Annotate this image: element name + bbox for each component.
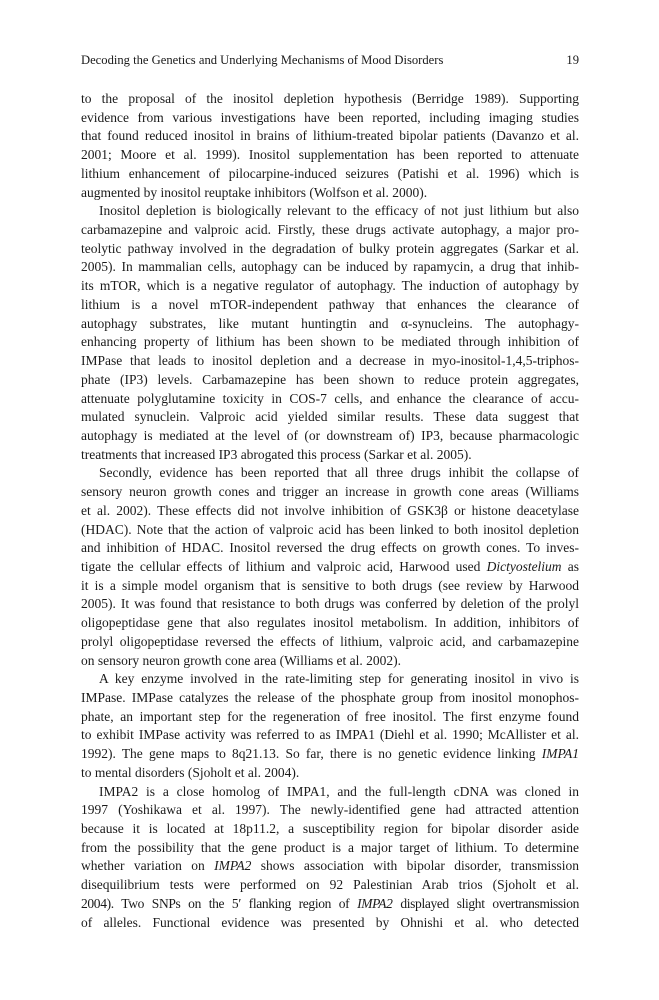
text-line: 2001; Moore et al. 1999). Inositol supplementation has been reported to attenuate [81,147,579,163]
text-line: et al. 2002). These effects did not involve inhibition of GSK3β or histone deacetylase [81,502,579,518]
text-run: displayed slight overtransmission [392,895,579,911]
text-line: Secondly, evidence has been reported that all three drugs inhibit the collapse of [99,465,579,481]
text-line: Inositol depletion is biologically relevant to the efficacy of not just lithium but also [99,203,579,219]
text-line: carbamazepine and valproic acid. Firstly, these drugs activate autophagy, a major pro- [81,222,579,238]
organism-name: Dictyostelium [486,558,562,574]
text-line: phate, an important step for the regeneration of free inositol. The first enzyme found [81,708,579,724]
text-line: on sensory neuron growth cone area (Williams et al. 2002). [81,652,401,668]
text-line: lithium is a novel mTOR-independent pathway that enhances the clearance of [81,296,579,312]
text-run: 1992). The gene maps to 8q21.13. So far, there is no genetic evidence linking [81,746,542,762]
text-line: of alleles. Functional evidence was presented by Ohnishi et al. who detected [81,914,579,930]
text-line: from the possibility that the gene product is a major target of lithium. To determine [81,839,579,855]
text-line: disequilibrium tests were performed on 92 Palestinian Arab trios (Sjoholt et al. [81,877,579,893]
text-line: that found reduced inositol in brains of lithium-treated bipolar patients (Davanzo et al. [81,128,579,144]
text-line: attenuate polyglutamine toxicity in COS-7 cells, and enhance the clearance of accu- [81,390,579,406]
text-line: enhancing property of lithium has been shown to be mediated through inhibition of [81,334,579,350]
text-line: its mTOR, which is a negative regulator of autophagy. The induction of autophagy by [81,278,579,294]
text-line-with-italic [81,857,579,876]
text-line: autophagy substrates, like mutant huntingtin and α-synucleins. The autophagy- [81,315,579,331]
text-line: IMPA2 is a close homolog of IMPA1, and the full-length cDNA was cloned in [99,783,579,799]
text-line: and inhibition of HDAC. Inositol reversed the drug effects on growth cones. To inves- [81,540,579,556]
text-line: augmented by inositol reuptake inhibitors (Wolfson et al. 2000). [81,184,428,200]
text-line: it is a simple model organism that is sensitive to both drugs (see review by Harwood [81,577,579,593]
text-line: (HDAC). Note that the action of valproic acid has been linked to both inositol depletion [81,521,579,537]
gene-name: IMPA1 [541,746,579,762]
text-run: tigate the cellular effects of lithium and valproic acid, Harwood used [81,558,487,574]
paragraph-4 [81,670,579,782]
text-line: IMPase. IMPase catalyzes the release of the phosphate group from inositol monophos- [81,690,579,705]
paragraph-2 [81,202,579,464]
gene-name: IMPA2 [214,858,252,874]
gene-name: IMPA2 [357,895,393,911]
text-run: as [561,558,579,574]
body-text [81,90,579,932]
text-line: A key enzyme involved in the rate-limiting step for generating inositol in vivo is [99,671,579,687]
text-line-with-italic [81,558,579,577]
text-line: phate (IP3) levels. Carbamazepine has been shown to reduce protein aggregates, [81,371,579,387]
text-line: autophagy is mediated at the level of (or downstream of) IP3, because pharmacologic [81,427,579,443]
text-line: oligopeptidase gene that also regulates inositol metabolism. In addition, inhibitors of [81,615,579,631]
paragraph-1 [81,90,579,202]
text-line: to mental disorders (Sjoholt et al. 2004). [81,764,300,780]
text-run: 2004). Two SNPs on the 5′ flanking region of [81,895,358,911]
text-line-with-italic [81,745,579,764]
text-line: mulated synuclein. Valproic acid yielded similar results. These data suggest that [81,409,579,425]
text-line: prolyl oligopeptidase reversed the effects of lithium, valproic acid, and carbamazepine [81,633,579,649]
text-line: because it is located at 18p11.2, a susceptibility region for bipolar disorder aside [81,821,579,837]
text-line: teolytic pathway involved in the degradation of bulky protein aggregates (Sarkar et al. [81,240,579,256]
text-line: evidence from various investigations have been reported, including imaging studies [81,109,579,125]
running-title: Decoding the Genetics and Underlying Mechanisms of Mood Disorders [81,53,444,67]
text-run: whether variation on [81,858,215,874]
text-run: shows association with bipolar disorder, transmission [251,858,579,874]
paragraph-5 [81,783,579,933]
text-line: 2005). It was found that resistance to both drugs was conferred by deletion of the prolyl [81,596,579,612]
text-line: treatments that increased IP3 abrogated this process (Sarkar et al. 2005). [81,446,472,462]
text-line-with-italic [81,895,579,914]
text-line: lithium enhancement of pilocarpine-induced seizures (Patishi et al. 1996) which is [81,165,579,181]
text-line: to the proposal of the inositol depletion hypothesis (Berridge 1989). Supporting [81,91,579,106]
text-line: 2005). In mammalian cells, autophagy can be induced by rapamycin, a drug that inhib- [81,259,579,275]
text-line: to exhibit IMPase activity was referred to as IMPA1 (Diehl et al. 1990; McAllister et al. [81,727,579,743]
paragraph-3 [81,464,579,670]
text-line: 1997 (Yoshikawa et al. 1997). The newly-identified gene had attracted attention [81,802,579,818]
page-number: 19 [566,53,579,67]
text-line: sensory neuron growth cones and trigger an increase in growth cone areas (Williams [81,484,579,500]
text-line: IMPase that leads to inositol depletion and a decrease in myo-inositol-1,4,5-triphos- [81,353,579,369]
